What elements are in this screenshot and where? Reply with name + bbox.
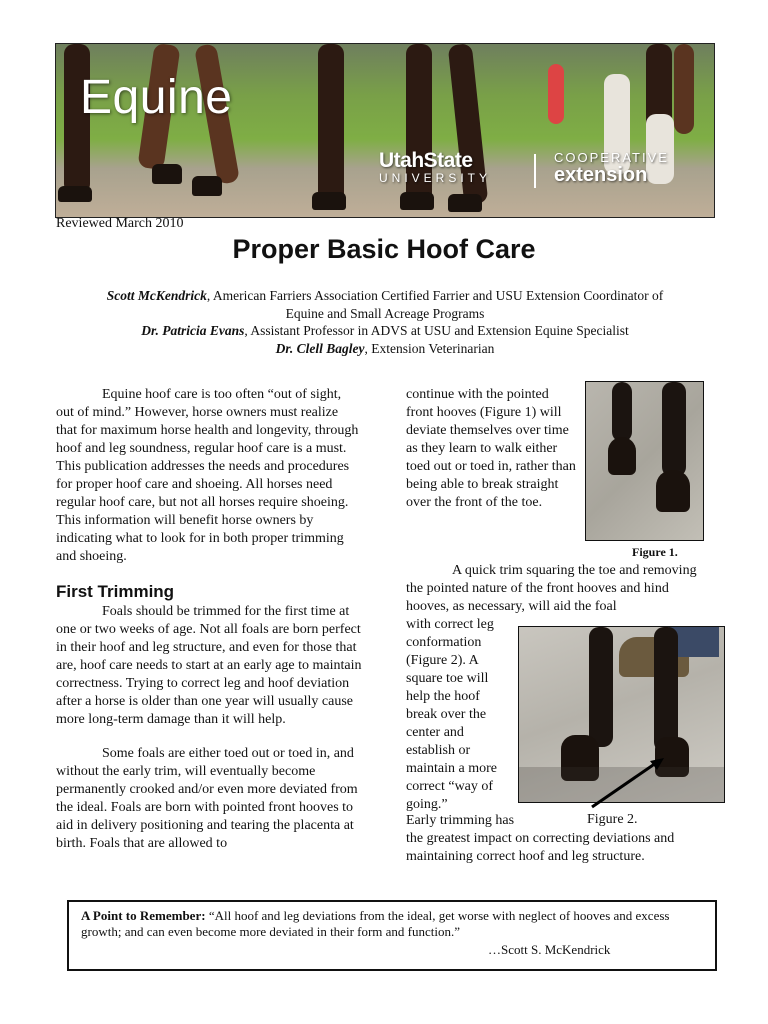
usu-logo — [379, 150, 491, 185]
author-role: , Extension Veterinarian — [364, 340, 495, 356]
author-name: Scott McKendrick — [106, 288, 207, 303]
remember-text — [81, 908, 701, 940]
author-line — [90, 340, 680, 358]
body-text-fragment: Early trimming has — [406, 813, 515, 828]
section-title: Equine — [80, 71, 233, 124]
reviewed-date: Reviewed March 2010 — [56, 216, 184, 231]
usu-logo-line2: UNIVERSITY — [379, 171, 492, 185]
logo-divider — [534, 154, 536, 188]
body-paragraph: Foals should be trimmed for the first time at one or two weeks of age. Not all foals are born perfect in their hoof and leg structure, and even for those that are, hoof care needs to start at an early age to maintain correctness. Trying to correct leg and hoof deviation after a horse is older than one year will usually cause more long-term damage than it will help. — [56, 604, 362, 727]
body-paragraph: the greatest impact on correcting deviations and maintaining correct hoof and leg structure. — [406, 831, 675, 864]
author-line — [90, 287, 680, 322]
remember-quote: “All hoof and leg deviations from the ideal, get worse with neglect of hooves and excess growth; and can even become more deviated in their form and function.” — [81, 908, 670, 939]
figure-2-caption: Figure 2. — [587, 812, 638, 827]
remember-label: A Point to Remember: — [81, 908, 206, 923]
remember-attribution: …Scott S. McKendrick — [488, 942, 611, 957]
extension-logo-line1: COOPERATIVE — [554, 150, 669, 165]
author-line — [90, 322, 680, 340]
section-heading: First Trimming — [56, 582, 175, 601]
body-paragraph: Some foals are either toed out or toed in, and without the early trim, will eventually become permanently crooked and/or even more deviated from the ideal. Foals are born with pointed front hooves to aid in delivery positioning and tearing the placenta at birth. Foals that are allowed to — [56, 746, 358, 851]
figure-1-image — [585, 381, 704, 541]
extension-logo — [554, 150, 669, 185]
author-name: Dr. Patricia Evans — [141, 323, 245, 338]
figure-2-arrow-icon — [590, 755, 670, 815]
figure-1-caption: Figure 1. — [632, 545, 678, 559]
body-paragraph: with correct leg conformation (Figure 2). A square toe will help the hoof break over the center and establish or maintain a more correct “way of going.” — [406, 617, 497, 812]
page-title: Proper Basic Hoof Care — [232, 234, 536, 264]
body-paragraph: A quick trim squaring the toe and removing the pointed nature of the front hooves and hind hooves, as necessary, will aid the foal — [406, 563, 697, 614]
equine-banner — [55, 43, 715, 218]
body-paragraph: continue with the pointed front hooves (Figure 1) will deviate themselves over time as they learn to walk either toed out or toed in, rather than being able to break straight over the front of the toe. — [406, 387, 576, 510]
author-role: , Assistant Professor in ADVS at USU and Extension Equine Specialist — [244, 323, 629, 338]
intro-paragraph: Equine hoof care is too often “out of sight, out of mind.” However, horse owners must realize that for maximum horse health and longevity, through hoof and leg soundness, regular hoof care is a must. This publication addresses the needs and procedures for proper hoof care and shoeing. All horses need regular hoof care, but not all horses require shoeing. This information will benefit horse owners by indicating what to look for in both proper trimming and shoeing. — [56, 387, 359, 564]
author-name: Dr. Clell Bagley — [275, 340, 365, 356]
point-to-remember-box — [67, 900, 717, 971]
author-role: , American Farriers Association Certified Farrier and USU Extension Coordinator of Equine and Small Acreage Programs — [206, 288, 664, 321]
usu-logo-line1: UtahState — [379, 149, 473, 172]
author-list — [90, 287, 680, 357]
extension-logo-line2: extension — [554, 164, 648, 186]
